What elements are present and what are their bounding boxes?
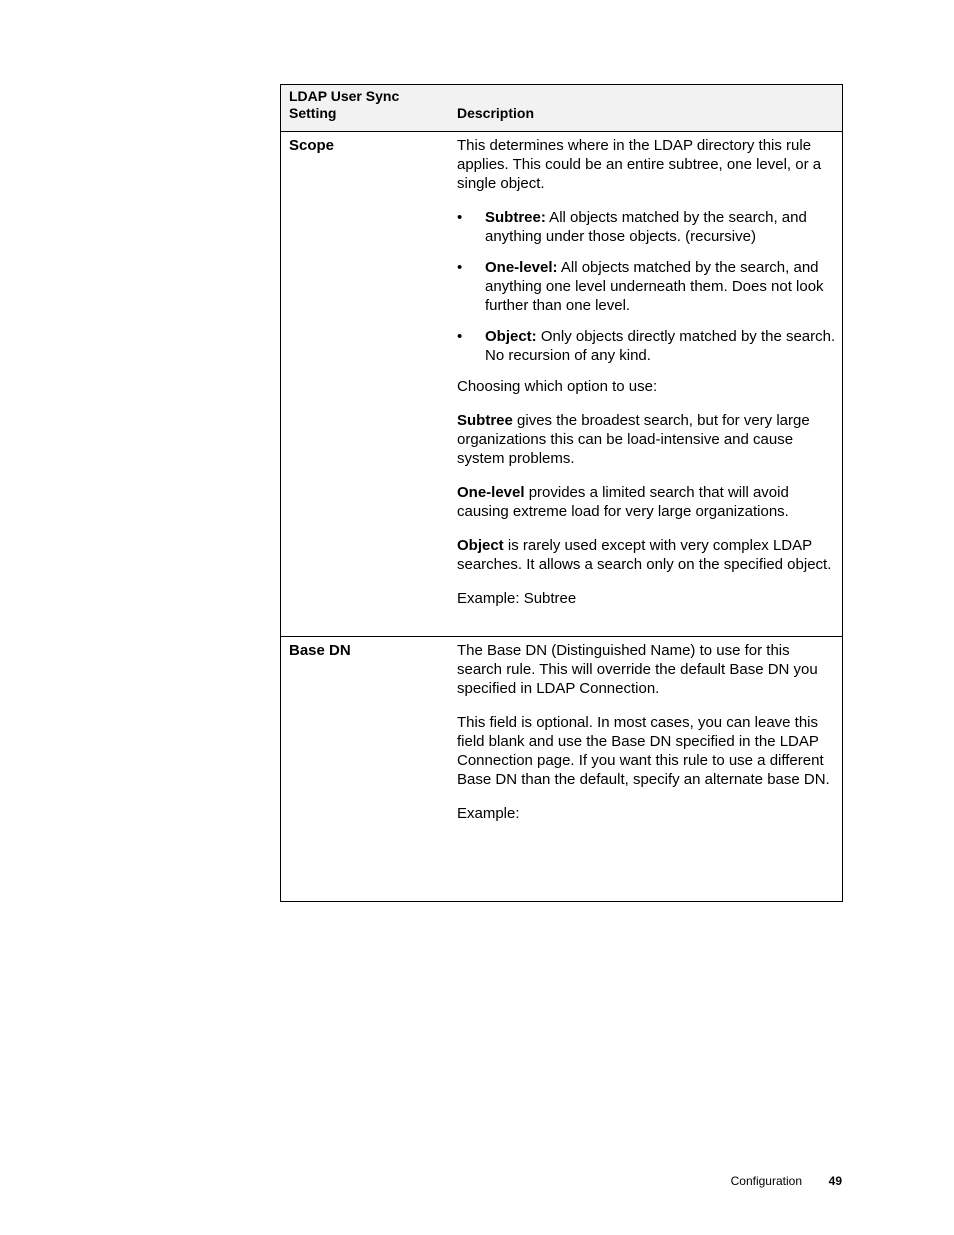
page-number: 49	[828, 1174, 842, 1188]
table-row-base-dn	[281, 637, 842, 901]
table-row-scope	[281, 132, 842, 637]
description-base-dn	[449, 637, 842, 901]
scope-option-subtree	[457, 411, 836, 468]
header-description: Description	[457, 105, 535, 121]
scope-example: Example: Subtree	[457, 590, 577, 607]
base-dn-paragraph: This field is optional. In most cases, you can leave this field blank and use the Base DN specified in the LDAP Connection page. If you want this rule to use a different Base DN than the default, specify an alternate base DN.	[457, 714, 830, 788]
scope-bullet-list	[457, 208, 836, 365]
bullet-icon: •	[457, 259, 463, 276]
scope-intro: This determines where in the LDAP directory this rule applies. This could be an entire subtree, one level, or a single object.	[457, 137, 822, 192]
list-item	[457, 258, 836, 315]
option-term: One-level	[457, 484, 525, 501]
bullet-term: Object:	[485, 328, 537, 345]
bullet-icon: •	[457, 209, 463, 226]
setting-name-base-dn: Base DN	[289, 642, 351, 659]
option-text: gives the broadest search, but for very large organizations this can be load-intensive and cause system problems.	[457, 412, 810, 467]
base-dn-paragraph: The Base DN (Distinguished Name) to use for this search rule. This will override the default Base DN you specified in LDAP Connection.	[457, 642, 818, 697]
description-scope	[449, 132, 842, 636]
footer-section-title: Configuration	[730, 1174, 802, 1188]
table-header-row	[281, 85, 842, 132]
bullet-term: One-level:	[485, 259, 558, 276]
scope-choosing: Choosing which option to use:	[457, 378, 658, 395]
scope-option-object	[457, 536, 836, 574]
header-setting: LDAP User Sync Setting	[289, 88, 400, 121]
option-term: Object	[457, 537, 504, 554]
list-item	[457, 208, 836, 246]
base-dn-example: Example:	[457, 805, 520, 822]
bullet-text: Only objects directly matched by the search. No recursion of any kind.	[485, 328, 836, 364]
option-term: Subtree	[457, 412, 513, 429]
setting-name-scope: Scope	[289, 137, 335, 154]
bullet-text: All objects matched by the search, and anything under those objects. (recursive)	[485, 209, 807, 245]
option-text: provides a limited search that will avoid causing extreme load for very large organizations.	[457, 484, 789, 520]
option-text: is rarely used except with very complex LDAP searches. It allows a search only on the specified object.	[457, 537, 832, 573]
scope-option-one-level	[457, 483, 836, 521]
list-item	[457, 327, 836, 365]
bullet-icon: •	[457, 328, 463, 345]
ldap-settings-table	[280, 84, 843, 902]
bullet-term: Subtree:	[485, 209, 546, 226]
bullet-text: All objects matched by the search, and anything one level underneath them. Does not look further than one level.	[485, 259, 824, 314]
